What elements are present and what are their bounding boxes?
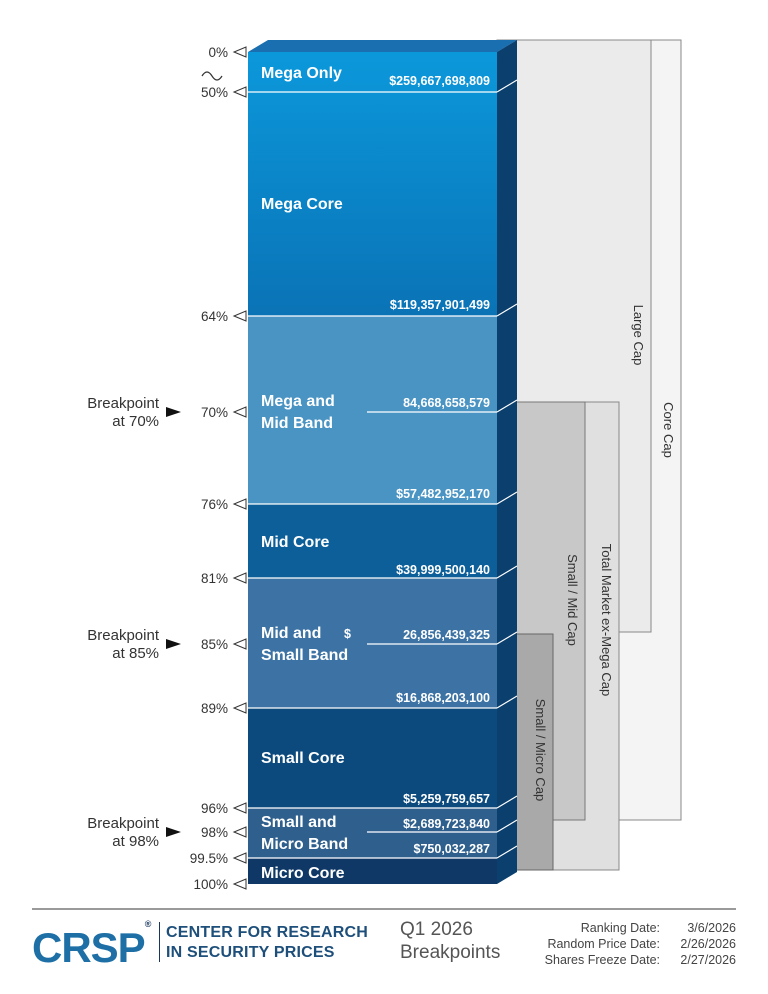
tick-arrow: [234, 407, 246, 417]
bracket-label: Small / Micro Cap: [533, 698, 548, 802]
tick-arrow: [234, 703, 246, 713]
date-value: 2/26/2026: [680, 937, 736, 951]
footer: [32, 908, 736, 978]
percent-label: 70%: [200, 405, 228, 420]
scale-break-icon: [202, 72, 222, 80]
segment-label: Small and: [261, 814, 337, 831]
percent-label: 76%: [200, 497, 228, 512]
breakpoint-label: at 98%: [112, 833, 159, 850]
breakpoint-value: $16,868,203,100: [396, 691, 490, 705]
tick-arrow: [234, 499, 246, 509]
breakpoint-arrow-icon: [166, 407, 181, 417]
breakpoint-label: Breakpoint: [87, 395, 159, 412]
percent-label: 100%: [193, 877, 228, 892]
date-label: Ranking Date:: [580, 921, 660, 935]
date-row-random-price: [545, 936, 736, 952]
date-value: 3/6/2026: [687, 921, 736, 935]
segment-label: Mid Band: [261, 415, 333, 432]
date-value: 2/27/2026: [680, 953, 736, 967]
tick-arrow: [234, 639, 246, 649]
footer-divider: [32, 908, 736, 910]
segment-label: Small Band: [261, 647, 349, 664]
breakpoint-value: $57,482,952,170: [396, 487, 490, 501]
org-line-2: IN SECURITY PRICES: [166, 944, 335, 961]
segment-label: Mega and: [261, 393, 335, 410]
breakpoint-arrow-icon: [166, 827, 181, 837]
segment-mega-and-mid-band: [248, 316, 497, 504]
breakpoint-label: Breakpoint: [87, 815, 159, 832]
tick-arrow: [234, 853, 246, 863]
date-label: Random Price Date:: [547, 937, 660, 951]
currency-symbol: $: [344, 627, 351, 641]
column-top-face: [248, 40, 517, 52]
percent-label: 96%: [200, 801, 228, 816]
percent-label: 0%: [208, 45, 228, 60]
tick-arrow: [234, 87, 246, 97]
percent-label: 81%: [200, 571, 228, 586]
breakpoint-value: $5,259,759,657: [403, 792, 490, 806]
percent-label: 85%: [200, 637, 228, 652]
segment-label: Mega Core: [261, 196, 343, 213]
breakpoint-arrow-icon: [166, 639, 181, 649]
breakpoint-value: $259,667,698,809: [389, 74, 490, 88]
tick-arrow: [234, 827, 246, 837]
percent-label: 99.5%: [189, 851, 228, 866]
tick-arrow: [234, 803, 246, 813]
segment-label: Micro Core: [261, 865, 345, 882]
registered-mark: ®: [144, 919, 151, 929]
date-table: [545, 920, 736, 968]
date-label: Shares Freeze Date:: [544, 953, 660, 967]
percent-label: 50%: [200, 85, 228, 100]
breakpoint-label: at 70%: [112, 413, 159, 430]
column-side-face: [497, 40, 517, 884]
logo-text: CRSP: [32, 924, 145, 971]
breakpoint-value: $2,689,723,840: [403, 817, 490, 831]
bracket-label: Small / Mid Cap: [565, 554, 580, 646]
breakpoint-label: Breakpoint: [87, 627, 159, 644]
breakpoint-value: $39,999,500,140: [396, 563, 490, 577]
bracket-label: Core Cap: [661, 402, 676, 458]
percent-label: 89%: [200, 701, 228, 716]
segment-label: Mega Only: [261, 65, 342, 82]
breakpoint-value: 26,856,439,325: [403, 628, 490, 642]
tick-arrow: [234, 879, 246, 889]
cap-brackets: [497, 40, 681, 870]
org-line-1: CENTER FOR RESEARCH: [166, 924, 369, 941]
breakpoint-markers: [87, 395, 181, 850]
tick-arrow: [234, 47, 246, 57]
date-row-ranking: [545, 920, 736, 936]
quarter-line-1: Q1 2026: [400, 919, 473, 940]
tick-arrow: [234, 573, 246, 583]
breakpoint-label: at 85%: [112, 645, 159, 662]
quarter-line-2: Breakpoints: [400, 942, 501, 963]
segment-mid-and-small-band: [248, 578, 497, 708]
segment-label: Micro Band: [261, 836, 349, 853]
breakpoint-value: $750,032,287: [413, 842, 490, 856]
date-row-shares-freeze: [545, 952, 736, 968]
tick-arrow: [234, 311, 246, 321]
segment-label: Mid and: [261, 625, 322, 642]
percent-label: 98%: [200, 825, 228, 840]
bracket-label: Large Cap: [631, 304, 646, 366]
segment-label: Mid Core: [261, 534, 330, 551]
quarter-title: [400, 918, 500, 964]
breakpoint-value: 84,668,658,579: [403, 396, 490, 410]
logo-separator: [159, 922, 160, 962]
breakpoint-value: $119,357,901,499: [389, 298, 490, 312]
market-cap-column: [248, 40, 517, 884]
bracket-label: Total Market ex-Mega Cap: [599, 543, 614, 697]
percent-label: 64%: [200, 309, 228, 324]
org-name: [166, 923, 368, 963]
percent-ticks: [190, 45, 246, 892]
segment-label: Small Core: [261, 750, 345, 767]
